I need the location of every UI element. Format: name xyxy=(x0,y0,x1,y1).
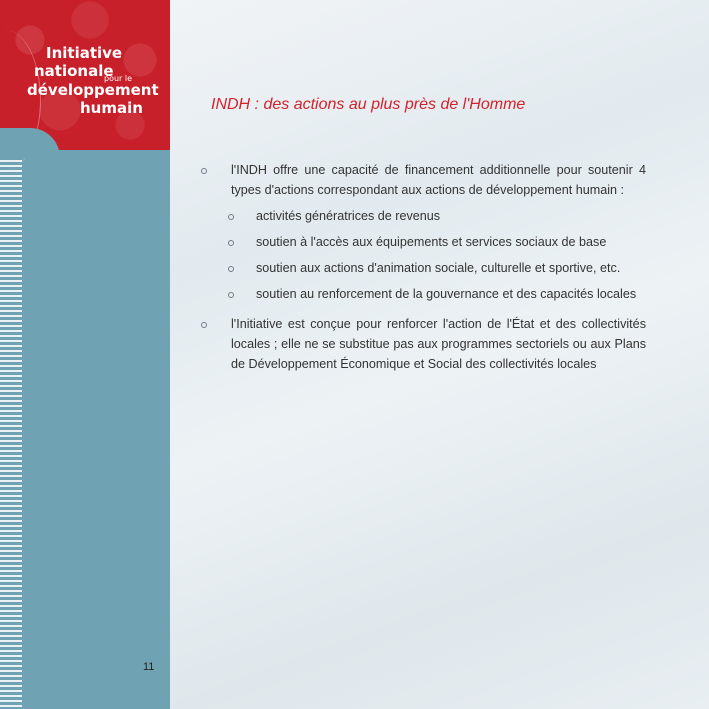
sub-bullet-circle-icon xyxy=(228,266,234,272)
logo-line-humain: humain xyxy=(80,99,143,117)
slide-content xyxy=(200,160,646,374)
sub-bullet-circle-icon xyxy=(228,214,234,220)
bullet-item-2 xyxy=(200,314,646,374)
sub-bullet-item-2 xyxy=(200,232,646,252)
sub-bullet-item-1 xyxy=(200,206,646,226)
sub-bullet-item-3 xyxy=(200,258,646,278)
sub-bullet-text: soutien aux actions d'animation sociale, culturelle et sportive, etc. xyxy=(256,261,621,275)
bullet-text: l'Initiative est conçue pour renforcer l'action de l'État et des collectivités locales ; elle ne se substitue pas aux programmes sectoriels ou aux Plans de Développement Économique et Social des collectivités locales xyxy=(231,317,646,371)
bullet-text: l'INDH offre une capacité de financement additionnelle pour soutenir 4 types d'actions correspondant aux actions de développement humain : xyxy=(231,163,646,197)
logo-line-initiative: Initiative xyxy=(46,44,123,62)
sub-bullet-text: soutien au renforcement de la gouvernance et des capacités locales xyxy=(256,287,637,301)
sub-bullet-circle-icon xyxy=(228,292,234,298)
logo-line-nationale: nationale xyxy=(34,62,114,80)
sidebar-stripes xyxy=(0,150,22,709)
sub-bullet-item-4 xyxy=(200,284,646,304)
slide-title: INDH : des actions au plus près de l'Homme xyxy=(211,96,526,113)
page-number: 11 xyxy=(143,661,155,673)
sub-bullet-text: soutien à l'accès aux équipements et services sociaux de base xyxy=(256,235,607,249)
bullet-circle-icon xyxy=(201,322,207,328)
sub-bullet-text: activités génératrices de revenus xyxy=(256,209,441,223)
sub-bullet-circle-icon xyxy=(228,240,234,246)
logo-line-developpement: développement xyxy=(27,81,159,99)
logo-line-pour-le: pour le xyxy=(104,74,133,83)
bullet-item-1 xyxy=(200,160,646,200)
bullet-circle-icon xyxy=(201,168,207,174)
